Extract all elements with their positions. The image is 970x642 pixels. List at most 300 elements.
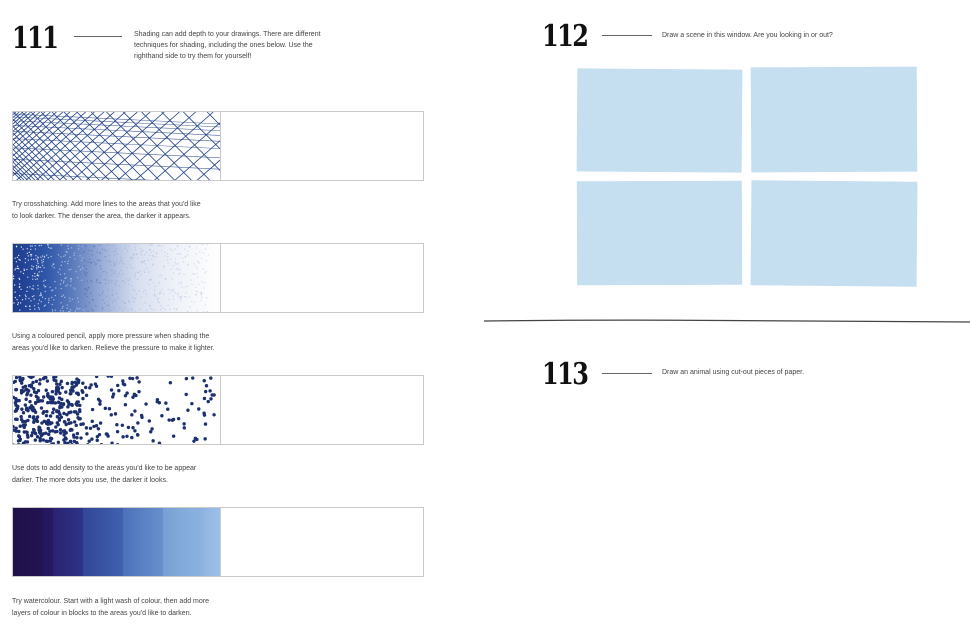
pencil-grain [43,261,44,262]
hatch-line [13,139,220,149]
pencil-grain [48,247,49,248]
pencil-grain [83,309,84,310]
pencil-grain [51,290,52,291]
pencil-grain [151,244,152,245]
pencil-grain [41,245,42,246]
pencil-grain [33,289,34,290]
pencil-grain [141,254,142,255]
pencil-grain [93,261,94,262]
pencil-grain [37,278,38,279]
pencil-grain [132,297,133,298]
pencil-grain [165,255,166,256]
stipple-dot [203,397,206,400]
prompt-113-text: Draw an animal using cut-out pieces of paper. [662,369,805,376]
pencil-grain [206,244,207,245]
stipple-dot [100,443,103,444]
stipple-dot [69,429,72,432]
pencil-grain [112,301,113,302]
pencil-grain [85,245,86,246]
stipple-dot [79,436,82,439]
pencil-grain [169,309,170,310]
stipple-dot [150,427,153,430]
stipple-dot [133,429,136,432]
pencil-grain [113,266,114,267]
pencil-grain [184,296,185,297]
pencil-grain [62,308,63,309]
pencil-grain [91,281,92,282]
pencil-grain [128,309,129,310]
pencil-grain [106,272,107,273]
pencil-grain [43,281,44,282]
window-pane[interactable] [577,68,743,172]
wash-block [83,508,123,576]
pencil-grain [177,245,178,246]
pencil-grain [78,246,79,247]
pencil-grain [154,294,155,295]
stipple-dot [186,409,189,412]
pencil-grain [15,297,16,298]
pencil-grain [87,281,88,282]
pencil-grain [51,256,52,257]
pencil-grain [123,263,124,264]
pencil-grain [17,266,18,267]
pencil-grain [177,254,178,255]
stipple-dot [204,422,207,425]
pencil-grain [48,244,49,245]
stipple-dot [38,439,41,442]
pencil-grain [107,289,108,290]
pencil-grain [119,262,120,263]
pencil-grain [37,259,38,260]
pencil-pressure-swatch [12,243,424,313]
pencil-grain [105,256,106,257]
stipple-dot [42,395,45,398]
pencil-grain [180,270,181,271]
pencil-grain [60,310,61,311]
stipple-dot [38,431,41,434]
pencil-grain [99,253,100,254]
pencil-grain [29,309,30,310]
pencil-grain [125,246,126,247]
stipple-dot [116,443,119,444]
pencil-grain [28,255,29,256]
pencil-grain [159,293,160,294]
pencil-grain [174,308,175,309]
pencil-grain [106,250,107,251]
stipple-dot [60,380,63,383]
pencil-grain [197,291,198,292]
stipple-dot [167,418,170,421]
pencil-grain [168,262,169,263]
stipple-dot [177,417,180,420]
stipple-dot [81,381,84,384]
pencil-grain [30,245,31,246]
stipple-dot [99,421,102,424]
pencil-grain [168,299,169,300]
pencil-grain [43,285,44,286]
pencil-grain [21,246,22,247]
pencil-grain [30,249,31,250]
pencil-grain [178,268,179,269]
stipple-dot [72,435,75,438]
pencil-grain [32,275,33,276]
stipple-dot [25,388,28,391]
prompt-number-113: 113 [542,357,588,392]
pencil-grain [110,275,111,276]
stipple-dot [34,401,37,404]
pencil-grain [125,307,126,308]
wash-block [123,508,163,576]
pencil-grain [70,285,71,286]
pencil-grain [35,255,36,256]
pencil-grain [66,251,67,252]
pencil-grain [52,309,53,310]
pencil-grain [157,301,158,302]
caption-line: to look darker. The denser the area, the darker it appears. [12,213,191,220]
watercolour-swatch [12,507,424,577]
pencil-grain [84,272,85,273]
heading-rule [602,35,652,36]
stipple-dot [137,380,140,383]
pencil-grain [91,309,92,310]
stipple-dot [137,390,140,393]
stipple-dot [203,437,206,440]
stipple-dot [14,417,17,420]
pencil-grain [108,309,109,310]
pencil-grain [86,290,87,291]
stipple-dot [32,387,35,390]
stipple-dot [97,427,100,430]
stipple-dot [30,404,33,407]
pencil-grain [64,273,65,274]
pencil-grain [48,298,49,299]
pencil-grain [113,307,114,308]
pencil-grain [171,269,172,270]
pencil-grain [153,251,154,252]
pencil-grain [134,275,135,276]
stipple-dot [64,390,67,393]
pencil-grain [31,255,32,256]
pencil-grain [137,272,138,273]
pencil-grain [173,273,174,274]
stipple-dot [75,377,78,380]
pencil-grain [103,291,104,292]
pencil-grain [15,268,16,269]
pencil-grain [84,293,85,294]
pencil-grain [199,251,200,252]
stipple-dot [98,402,101,405]
pencil-grain [175,258,176,259]
stipple-dot [24,403,27,406]
caption-line: Try watercolour. Start with a light wash of colour, then add more [12,598,210,605]
pencil-grain [117,275,118,276]
pencil-grain [108,260,109,261]
stipple-dot [136,433,139,436]
pencil-grain [44,256,45,257]
stipple-dot [112,392,115,395]
stipple-dot [184,393,187,396]
crosshatch-demo [13,112,220,180]
pencil-pressure-practice-area[interactable] [221,244,423,312]
pencil-grain [155,286,156,287]
pencil-grain [84,273,85,274]
stipple-dot [15,376,18,379]
pencil-grain [112,270,113,271]
stipple-dot [69,440,72,443]
stipple-dot [130,436,133,439]
pencil-grain [39,309,40,310]
pencil-grain [121,261,122,262]
pencil-grain [203,287,204,288]
watercolour-caption [12,596,262,620]
pencil-grain [35,279,36,280]
pencil-grain [42,255,43,256]
pencil-grain [63,295,64,296]
stipple-dot [121,435,124,438]
pencil-grain [190,279,191,280]
stipple-dot [70,382,73,385]
stipple-dot [55,430,58,433]
animal-collage-area[interactable] [542,392,942,632]
pencil-grain [146,252,147,253]
watercolour-practice-area[interactable] [221,508,423,576]
pencil-grain [67,304,68,305]
pencil-grain [29,286,30,287]
pencil-grain [128,246,129,247]
pencil-grain [153,309,154,310]
stipple-dot [107,376,110,378]
pencil-grain [110,298,111,299]
stipple-dot [46,379,49,382]
pencil-grain [85,275,86,276]
pencil-grain [156,252,157,253]
stipple-dot [51,390,54,393]
pencil-grain [178,292,179,293]
pencil-grain [39,245,40,246]
pencil-grain [161,245,162,246]
pencil-grain [107,283,108,284]
pencil-grain [45,298,46,299]
stipple-dot [197,407,200,410]
pencil-grain [53,299,54,300]
stipple-dot [169,381,172,384]
pencil-grain [38,266,39,267]
stipple-dot [133,393,136,396]
pencil-grain [19,283,20,284]
pencil-grain [197,268,198,269]
window-pane[interactable] [751,180,918,286]
pencil-grain [19,279,20,280]
pencil-grain [33,266,34,267]
pencil-grain [102,299,103,300]
stipple-dot [88,386,91,389]
pencil-grain [191,284,192,285]
pencil-grain [189,297,190,298]
pencil-grain [122,280,123,281]
pencil-grain [178,269,179,270]
pencil-grain [197,261,198,262]
pencil-grain [31,268,32,269]
stipple-dot [97,398,100,401]
pencil-grain [43,267,44,268]
pencil-grain [106,304,107,305]
pencil-grain [207,311,208,312]
stipple-dot [73,440,76,443]
stipple-dot [69,392,72,395]
stipple-dot [15,388,18,391]
stipple-dot [124,403,127,406]
pencil-grain [152,264,153,265]
pencil-grain [54,267,55,268]
pencil-grain [206,260,207,261]
pencil-grain [49,287,50,288]
stipple-dot [14,380,17,383]
pencil-grain [180,296,181,297]
pencil-grain [144,272,145,273]
pencil-grain [161,305,162,306]
pencil-grain [116,260,117,261]
stippling-practice-area[interactable] [221,376,423,444]
pencil-grain [92,299,93,300]
stipple-dot [26,434,29,437]
pencil-grain [82,257,83,258]
pencil-grain [105,282,106,283]
stipple-dot [45,389,48,392]
stipple-dot [22,390,25,393]
pencil-grain [195,266,196,267]
stipple-dot [49,414,52,417]
stipple-dot [26,440,29,443]
pencil-grain [38,263,39,264]
pencil-grain [14,258,15,259]
pencil-grain [203,268,204,269]
pencil-grain [187,251,188,252]
pencil-grain [194,302,195,303]
pencil-grain [37,261,38,262]
pencil-grain [179,297,180,298]
pencil-grain [159,275,160,276]
pencil-grain [64,278,65,279]
stipple-dot [57,441,60,444]
pencil-grain [34,299,35,300]
pencil-grain [105,279,106,280]
pencil-grain [160,291,161,292]
pencil-grain [85,306,86,307]
pencil-grain [108,280,109,281]
pencil-grain [198,284,199,285]
pencil-grain [179,253,180,254]
pencil-grain [70,278,71,279]
pencil-grain [128,284,129,285]
stipple-dot [105,432,108,435]
pencil-grain [79,255,80,256]
pencil-grain [201,258,202,259]
pencil-grain [68,311,69,312]
stipple-dot [89,427,92,430]
pencil-grain [34,308,35,309]
pencil-grain [143,291,144,292]
pencil-grain [63,256,64,257]
pencil-grain [71,247,72,248]
pencil-grain [25,262,26,263]
pencil-grain [52,311,53,312]
pencil-grain [19,287,20,288]
window-pane[interactable] [577,181,742,286]
pencil-grain [161,250,162,251]
pencil-grain [80,269,81,270]
pencil-grain [91,254,92,255]
pencil-grain [178,295,179,296]
pencil-grain [61,288,62,289]
pencil-grain [189,306,190,307]
crosshatch-practice-area[interactable] [221,112,423,180]
stipple-dot [47,419,50,422]
pencil-grain [99,295,100,296]
window-pane[interactable] [751,67,918,173]
stipple-dot [52,408,55,411]
pencil-grain [14,292,15,293]
stipple-dot [25,393,28,396]
pencil-grain [146,294,147,295]
stipple-dot [45,410,48,413]
pencil-grain [112,294,113,295]
pencil-grain [142,262,143,263]
pencil-grain [60,256,61,257]
stipple-dot [76,416,79,419]
pencil-grain [172,279,173,280]
pencil-grain [141,251,142,252]
pencil-grain [182,287,183,288]
pencil-grain [63,282,64,283]
stipple-dot [204,390,207,393]
pencil-grain [68,248,69,249]
pencil-grain [167,253,168,254]
stipple-dot [28,415,31,418]
stipple-dot [50,421,53,424]
stipple-dot [73,420,76,423]
pencil-grain [140,248,141,249]
pencil-grain [197,310,198,311]
pencil-grain [131,267,132,268]
stipple-dot [25,408,28,411]
stipple-dot [95,424,98,427]
pencil-grain [176,268,177,269]
pencil-grain [118,297,119,298]
pencil-grain [153,282,154,283]
pencil-grain [112,290,113,291]
pencil-grain [55,295,56,296]
pencil-grain [185,286,186,287]
pencil-grain [183,274,184,275]
pencil-grain [180,300,181,301]
stipple-dot [47,433,50,436]
stipple-dot [166,408,169,411]
pencil-grain [37,285,38,286]
stipple-dot [30,434,33,437]
pencil-grain [55,287,56,288]
pencil-grain [149,249,150,250]
crosshatch-caption [12,199,262,223]
pencil-grain [17,257,18,258]
pencil-grain [84,288,85,289]
hatch-line [133,112,213,180]
stipple-dot [135,376,138,379]
pencil-grain [89,302,90,303]
pencil-grain [36,258,37,259]
pencil-grain [144,302,145,303]
stipple-dot [67,418,70,421]
pencil-grain [70,269,71,270]
